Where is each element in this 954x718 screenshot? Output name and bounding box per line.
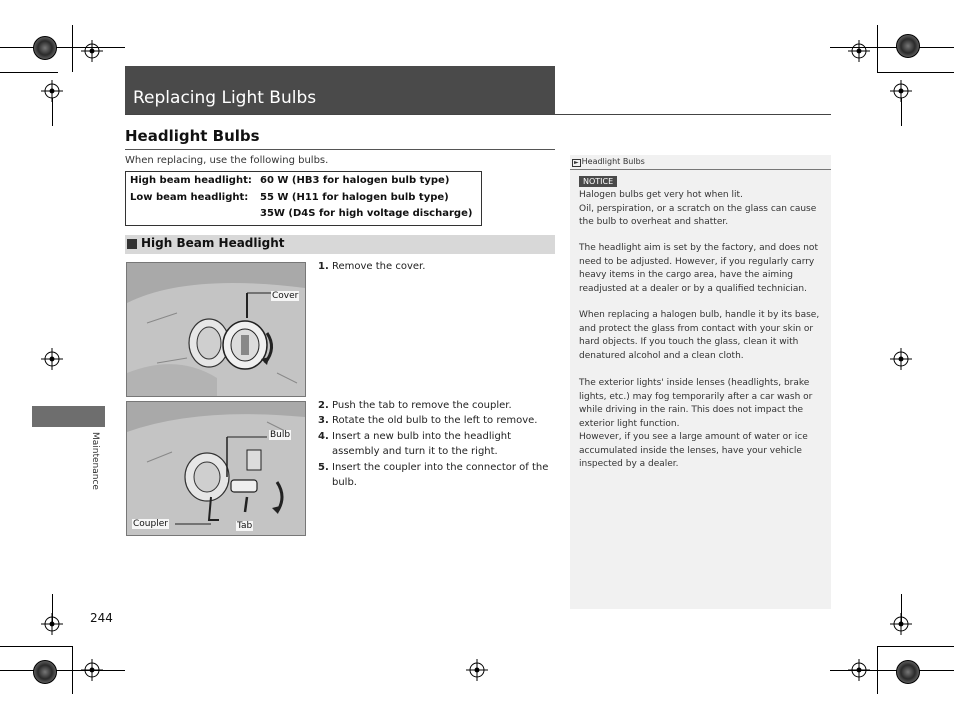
figure-remove-cover	[126, 262, 306, 397]
registration-mark-icon	[41, 613, 63, 635]
print-disc-icon	[896, 34, 920, 58]
info-line: need to be adjusted. However, if you regularly carry	[579, 256, 815, 267]
notice-badge: NOTICE	[579, 176, 617, 187]
crop-mark	[52, 98, 53, 126]
info-line: lights, etc.) may fog temporarily after a car wash or	[579, 391, 813, 402]
info-line: exterior light function.	[579, 418, 680, 429]
crop-mark	[901, 98, 902, 126]
registration-mark-icon	[890, 613, 912, 635]
registration-mark-icon	[41, 80, 63, 102]
info-line: and protect the glass from contact with your skin or	[579, 323, 814, 334]
registration-mark-icon	[41, 348, 63, 370]
step-text: Push the tab to remove the coupler.	[332, 400, 512, 411]
crop-mark	[72, 25, 73, 72]
step-number: 5.	[318, 462, 329, 473]
step-number: 2.	[318, 400, 329, 411]
header-rule	[125, 114, 831, 115]
table-row-value: 35W (D4S for high voltage discharge)	[260, 208, 473, 219]
crop-mark	[0, 72, 58, 73]
step-text: Remove the cover.	[332, 261, 426, 272]
crop-mark	[0, 47, 125, 48]
headlight-bulb-illustration	[127, 402, 305, 535]
info-line: readjusted at a dealer or by a qualified technician.	[579, 283, 807, 294]
registration-mark-icon	[890, 348, 912, 370]
table-row-label: Low beam headlight:	[130, 192, 249, 203]
callout-cover: Cover	[272, 291, 299, 301]
info-line: heavy items in the cargo area, have the aiming	[579, 270, 794, 280]
square-bullet-icon	[127, 239, 137, 249]
step-text-continued: bulb.	[332, 477, 357, 488]
page-number: 244	[90, 611, 113, 625]
bulb-spec-table	[125, 171, 482, 226]
crop-mark	[0, 646, 73, 647]
info-paragraph	[579, 377, 824, 472]
step-text-continued: assembly and turn it to the right.	[332, 446, 498, 457]
step-number: 3.	[318, 415, 329, 426]
info-line: When replacing a halogen bulb, handle it by its base,	[579, 310, 820, 320]
table-row-label: High beam headlight:	[130, 175, 252, 186]
step-item	[318, 429, 558, 459]
info-line: However, if you see a large amount of water or ice	[579, 432, 808, 442]
info-panel-rule	[570, 169, 831, 170]
section-title: Headlight Bulbs	[125, 127, 260, 145]
subsection-title: High Beam Headlight	[141, 236, 285, 250]
page-title: Replacing Light Bulbs	[133, 88, 317, 108]
crop-mark	[877, 72, 954, 73]
headlight-cover-illustration	[127, 263, 305, 396]
print-disc-icon	[33, 36, 57, 60]
registration-mark-icon	[890, 80, 912, 102]
table-row-value: 60 W (HB3 for halogen bulb type)	[260, 175, 450, 186]
info-line: The exterior lights' inside lenses (headlights, brake	[579, 378, 810, 388]
step-item	[318, 398, 558, 413]
info-line: accumulated inside the lenses, have your vehicle	[579, 445, 802, 456]
info-panel-title: Headlight Bulbs	[581, 157, 645, 166]
registration-mark-icon	[466, 659, 488, 681]
figure-replace-bulb	[126, 401, 306, 536]
info-line: Oil, perspiration, or a scratch on the glass can cause	[579, 203, 817, 214]
info-paragraph	[579, 242, 824, 296]
step-number: 4.	[318, 431, 329, 442]
step-item	[318, 460, 558, 490]
registration-mark-icon	[848, 659, 870, 681]
info-paragraph	[579, 309, 824, 363]
callout-tab: Tab	[237, 521, 253, 531]
info-line: the bulb to overheat and shatter.	[579, 217, 729, 227]
reference-arrow-icon: ►	[574, 159, 579, 166]
print-disc-icon	[896, 660, 920, 684]
crop-mark	[877, 25, 878, 72]
info-panel-header	[572, 157, 645, 167]
registration-mark-icon	[848, 40, 870, 62]
registration-mark-icon	[81, 659, 103, 681]
info-line: The headlight aim is set by the factory, and does not	[579, 243, 818, 253]
info-line: while driving in the rain. This does not impact the	[579, 405, 804, 415]
step-item	[318, 259, 558, 274]
info-line: Halogen bulbs get very hot when lit.	[579, 190, 743, 200]
info-line: inspected by a dealer.	[579, 459, 679, 469]
step-item	[318, 413, 558, 428]
info-paragraph	[579, 189, 824, 230]
table-row-value: 55 W (H11 for halogen bulb type)	[260, 192, 449, 203]
info-line: denatured alcohol and a clean cloth.	[579, 350, 744, 361]
callout-bulb: Bulb	[270, 430, 291, 440]
crop-mark	[877, 646, 954, 647]
print-disc-icon	[33, 660, 57, 684]
step-text: Rotate the old bulb to the left to remove.	[332, 415, 538, 426]
chapter-label: Maintenance	[90, 432, 100, 490]
crop-mark	[0, 670, 125, 671]
info-line: hard objects. If you touch the glass, clean it with	[579, 337, 799, 347]
section-rule	[125, 149, 555, 150]
intro-text: When replacing, use the following bulbs.	[125, 155, 329, 166]
step-text: Insert a new bulb into the headlight	[332, 431, 512, 442]
callout-coupler: Coupler	[133, 519, 168, 529]
crop-mark	[877, 646, 878, 694]
step-number: 1.	[318, 261, 329, 272]
step-text: Insert the coupler into the connector of the	[332, 462, 549, 473]
registration-mark-icon	[81, 40, 103, 62]
chapter-tab	[32, 406, 105, 427]
